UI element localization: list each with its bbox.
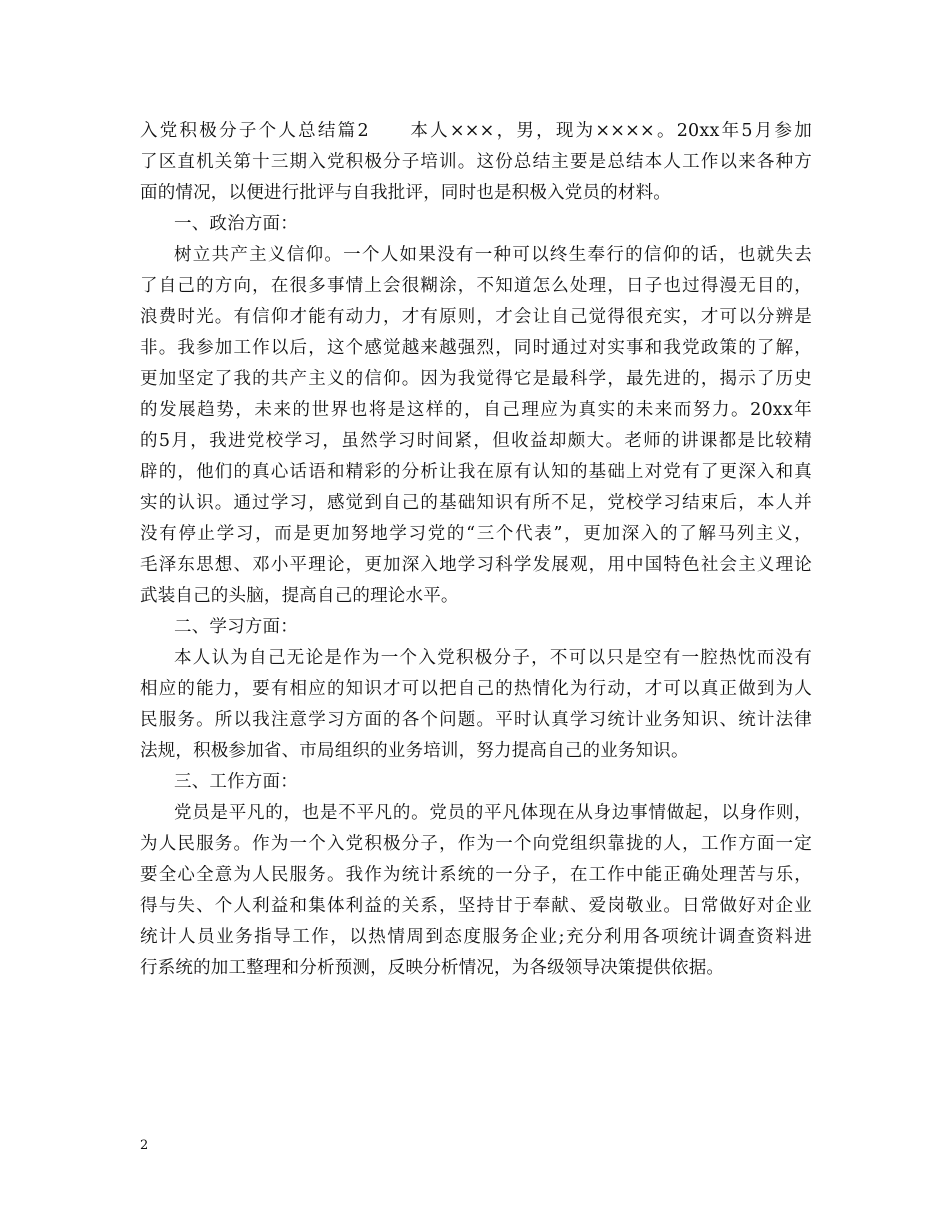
- text-line: 没有停止学习，而是更加努地学习党的“三个代表”，更加深入的了解马列主义，: [140, 524, 812, 544]
- text-line: 辟的，他们的真心话语和精彩的分析让我在原有认知的基础上对党有了更深入和真: [140, 462, 812, 482]
- text-line: 毛泽东思想、邓小平理论，更加深入地学习科学发展观，用中国特色社会主义理论: [140, 555, 812, 575]
- text-line: 行系统的加工整理和分析预测，反映分析情况，为各级领导决策提供依据。: [140, 958, 725, 978]
- text-line: 面的情况，以便进行批评与自我批评，同时也是积极入党员的材料。: [140, 183, 671, 203]
- text-line: 的发展趋势，未来的世界也将是这样的，自己理应为真实的未来而努力。20xx年: [140, 400, 812, 420]
- text-line: 非。我参加工作以后，这个感觉越来越强烈，同时通过对实事和我党政策的了解，: [140, 338, 812, 358]
- text-line: 党员是平凡的，也是不平凡的。党员的平凡体现在从身边事情做起，以身作则，: [174, 803, 812, 823]
- document-body: [140, 116, 812, 984]
- text-line: 统计人员业务指导工作，以热情周到态度服务企业;充分利用各项统计调查资料进: [140, 927, 812, 947]
- text-line: 得与失、个人利益和集体利益的关系，坚持甘于奉献、爱岗敬业。日常做好对企业: [140, 896, 812, 916]
- text-line: 法规，积极参加省、市局组织的业务培训，努力提高自己的业务知识。: [140, 741, 689, 761]
- text-line: 三、工作方面：: [174, 772, 298, 792]
- text-line: 了区直机关第十三期入党积极分子培训。这份总结主要是总结本人工作以来各种方: [140, 152, 812, 172]
- text-line: 武装自己的头脑，提高自己的理论水平。: [140, 586, 459, 606]
- page-number: 2: [140, 1138, 149, 1153]
- text-line: 了自己的方向，在很多事情上会很糊涂，不知道怎么处理，日子也过得漫无目的，: [140, 276, 812, 296]
- text-line: 要全心全意为人民服务。我作为统计系统的一分子，在工作中能正确处理苦与乐，: [140, 865, 812, 885]
- text-line: 入党积极分子个人总结篇2 本人×××，男，现为××××。20xx年5月参加: [140, 121, 812, 141]
- text-line: 为人民服务。作为一个入党积极分子，作为一个向党组织靠拢的人，工作方面一定: [140, 834, 812, 854]
- text-line: 更加坚定了我的共产主义的信仰。因为我觉得它是最科学，最先进的，揭示了历史: [140, 369, 812, 389]
- text-line: 树立共产主义信仰。一个人如果没有一种可以终生奉行的信仰的话，也就失去: [174, 245, 812, 265]
- text-line: 实的认识。通过学习，感觉到自己的基础知识有所不足，党校学习结束后，本人并: [140, 493, 812, 513]
- text-line: 本人认为自己无论是作为一个入党积极分子，不可以只是空有一腔热忱而没有: [174, 648, 812, 668]
- text-line: 浪费时光。有信仰才能有动力，才有原则，才会让自己觉得很充实，才可以分辨是: [140, 307, 812, 327]
- text-line: 的5月，我进党校学习，虽然学习时间紧，但收益却颇大。老师的讲课都是比较精: [140, 431, 812, 451]
- text-line: 相应的能力，要有相应的知识才可以把自己的热情化为行动，才可以真正做到为人: [140, 679, 812, 699]
- text-line: 二、学习方面：: [174, 617, 298, 637]
- text-line: 一、政治方面：: [174, 214, 298, 234]
- text-line: 民服务。所以我注意学习方面的各个问题。平时认真学习统计业务知识、统计法律: [140, 710, 812, 730]
